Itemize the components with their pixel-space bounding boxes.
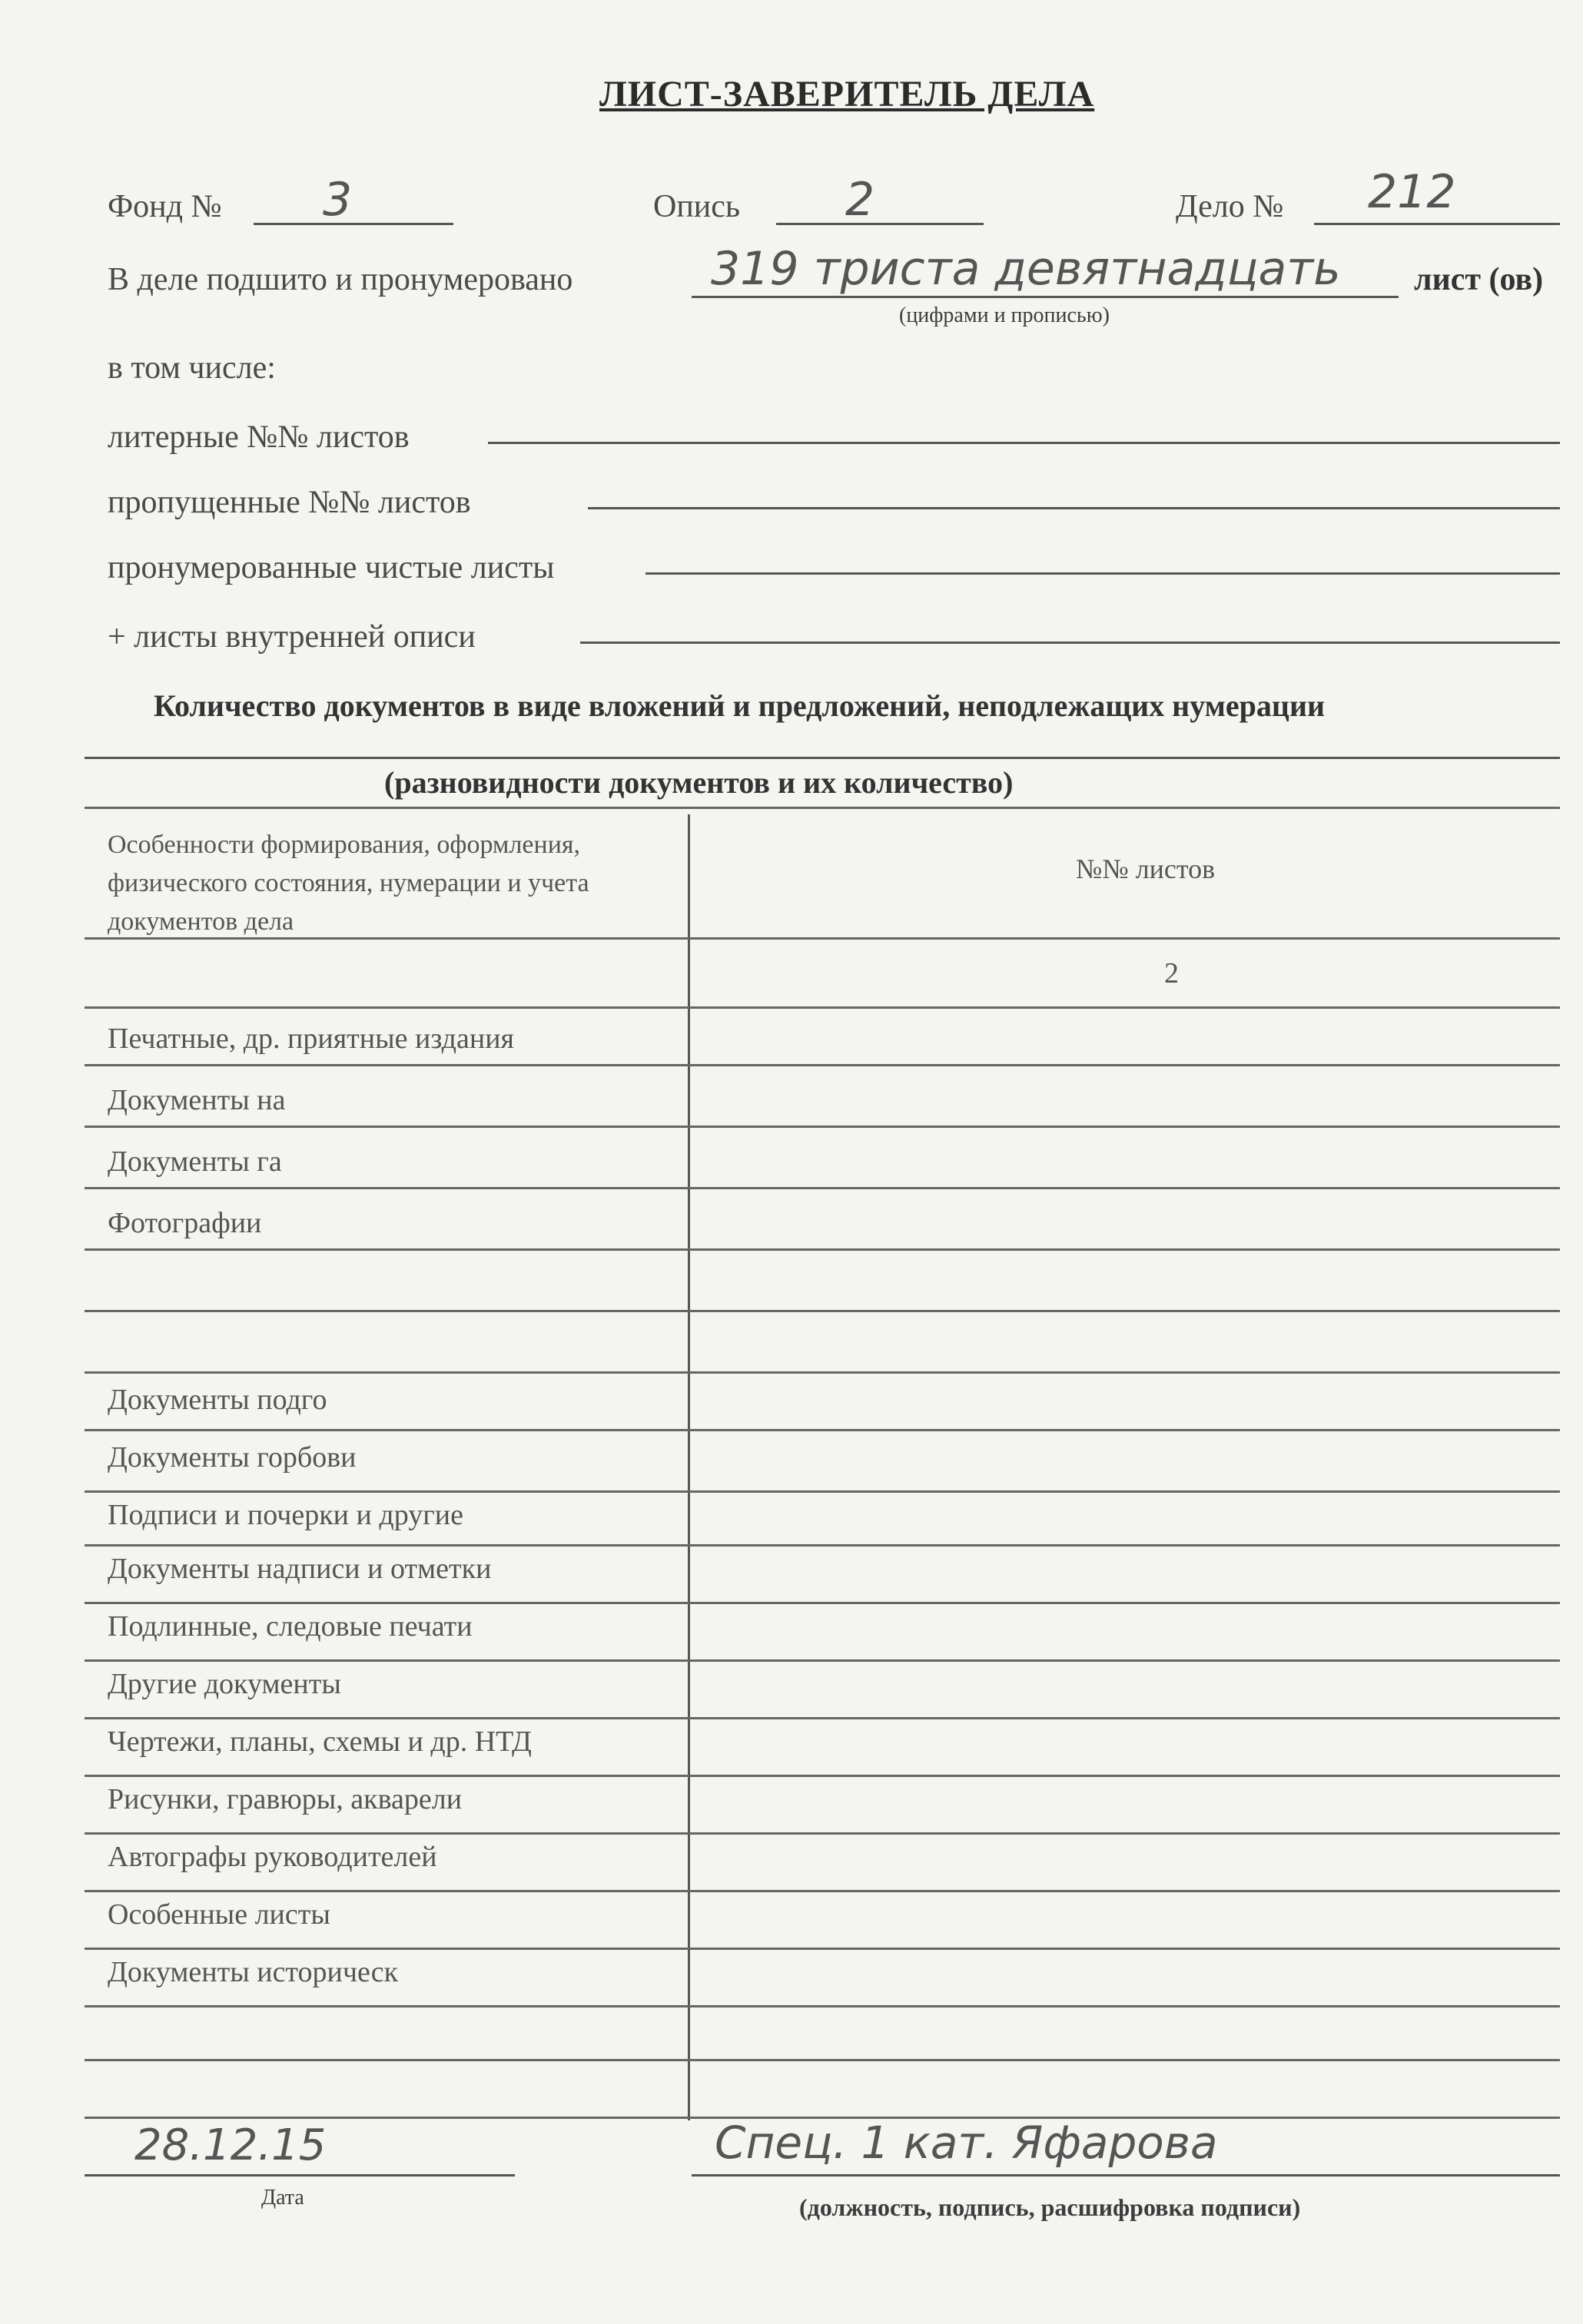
table-row-17-left: Документы историческ <box>108 1956 399 1988</box>
table-col2-header: №№ листов <box>1076 854 1216 884</box>
delo-label: Дело № <box>1176 189 1284 224</box>
opis-underline <box>776 223 984 225</box>
filed-hint: (цифрами и прописью) <box>899 303 1110 327</box>
table-row-line <box>85 1948 1560 1950</box>
table-row-3-left: Документы га <box>108 1145 282 1178</box>
table-row-line <box>85 1126 1560 1128</box>
filed-suffix: лист (ов) <box>1414 262 1544 297</box>
field-inventory-label: + листы внутренней описи <box>108 619 476 655</box>
field-blank-line <box>645 572 1560 575</box>
table-row-12-left: Другие документы <box>108 1668 341 1700</box>
table-row-13-left: Чертежи, планы, схемы и др. НТД <box>108 1726 532 1758</box>
table-row-line <box>85 2005 1560 2007</box>
attachments-line <box>85 757 1560 759</box>
table-row-10-left: Документы надписи и отметки <box>108 1553 492 1585</box>
table-row-15-left: Автографы руководителей <box>108 1841 437 1873</box>
table-row-1-left: Печатные, др. приятные издания <box>108 1023 515 1055</box>
opis-value: 2 <box>845 173 875 227</box>
table-row-line <box>85 1490 1560 1493</box>
fond-value: 3 <box>323 173 353 227</box>
field-blank-label: пронумерованные чистые листы <box>108 550 555 585</box>
table-row-8-left: Документы горбови <box>108 1441 357 1474</box>
table-row-line <box>85 1248 1560 1251</box>
field-lettered-label: литерные №№ листов <box>108 419 410 455</box>
table-row-line <box>85 1006 1560 1009</box>
table-top-line <box>85 807 1560 809</box>
table-row-line <box>85 1310 1560 1312</box>
attachments-text: Количество документов в виде вложений и предложений, неподлежащих нумерации <box>154 688 1326 723</box>
table-row-line <box>85 1717 1560 1719</box>
signature-underline <box>692 2174 1560 2176</box>
table-row-line <box>85 1371 1560 1374</box>
field-lettered-line <box>488 442 1560 444</box>
table-row-line <box>85 1832 1560 1835</box>
fond-label: Фонд № <box>108 189 222 224</box>
table-row-16-left: Особенные листы <box>108 1898 330 1931</box>
table-header-line <box>85 937 1560 940</box>
table-row-4-left: Фотографии <box>108 1207 262 1239</box>
date-value: 28.12.15 <box>134 2120 327 2170</box>
table-row-line <box>85 1659 1560 1662</box>
including-label: в том числе: <box>108 350 276 386</box>
table-row-line <box>85 1602 1560 1604</box>
table-row-9-left: Подписи и почерки и другие <box>108 1499 463 1531</box>
table-row-line <box>85 1890 1560 1892</box>
table-row-14-left: Рисунки, гравюры, акварели <box>108 1783 463 1815</box>
table-row-line <box>85 2059 1560 2061</box>
date-label: Дата <box>261 2186 304 2210</box>
table-row-line <box>85 1064 1560 1066</box>
delo-underline <box>1314 223 1560 225</box>
field-skipped-line <box>588 507 1560 509</box>
filed-underline <box>692 296 1399 298</box>
filed-label: В деле подшито и пронумеровано <box>108 262 573 297</box>
table-row-7-left: Документы подго <box>108 1384 327 1416</box>
table-col1-header: Особенности формирования, оформления, физического состояния, нумерации и учета документов дела <box>108 830 589 936</box>
table-row-line <box>85 1544 1560 1547</box>
field-skipped-label: пропущенные №№ листов <box>108 485 471 520</box>
table-row-0-right: 2 <box>1164 957 1179 990</box>
date-underline <box>85 2174 515 2176</box>
table-row-line <box>85 1429 1560 1431</box>
filed-value: 319 триста девятнадцать <box>711 242 1341 296</box>
table-row-2-left: Документы на <box>108 1084 286 1116</box>
delo-value: 212 <box>1368 165 1456 219</box>
table-divider <box>688 814 690 2120</box>
table-row-line <box>85 1775 1560 1777</box>
document-title: ЛИСТ-ЗАВЕРИТЕЛЬ ДЕЛА <box>599 74 1095 114</box>
signature-value: Спец. 1 кат. Яфарова <box>715 2117 1218 2169</box>
fond-underline <box>254 223 453 225</box>
field-inventory-line <box>580 642 1560 644</box>
attachments-hint: (разновидности документов и их количество) <box>384 765 1014 800</box>
opis-label: Опись <box>653 189 741 224</box>
table-row-11-left: Подлинные, следовые печати <box>108 1610 473 1643</box>
table-row-line <box>85 1187 1560 1189</box>
signature-hint: (должность, подпись, расшифровка подписи) <box>799 2193 1301 2221</box>
